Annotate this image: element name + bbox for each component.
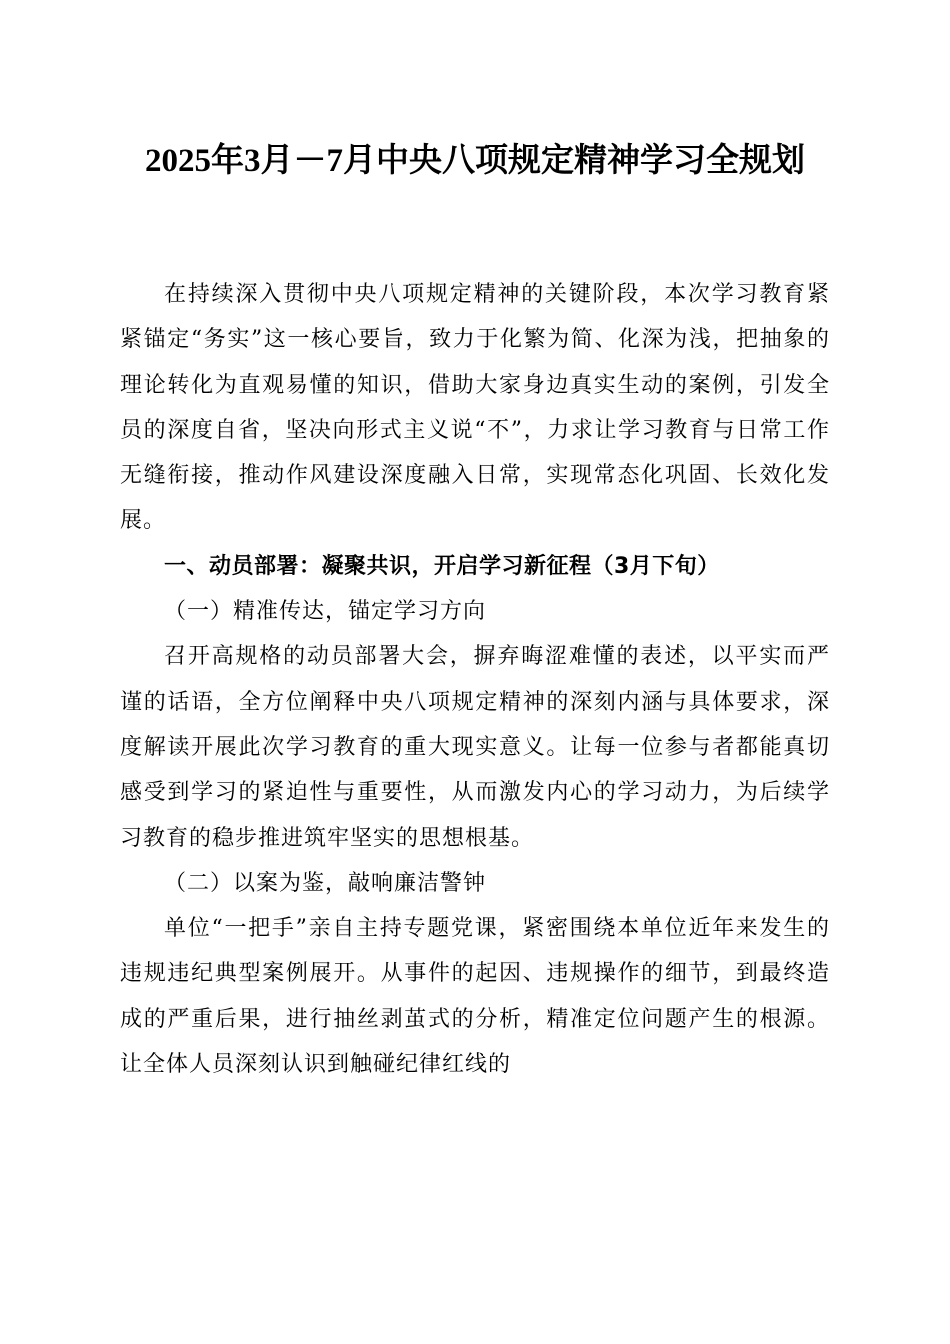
document-title: 2025年3月－7月中央八项规定精神学习全规划 (145, 143, 805, 179)
document-body (120, 272, 830, 1087)
intro-paragraph: 在持续深入贯彻中央八项规定精神的关键阶段，本次学习教育紧紧锚定“务实”这一核心要旨，致力于化繁为简、化深为浅，把抽象的理论转化为直观易懂的知识，借助大家身边真实生动的案例，引发全员的深度自省，坚决向形式主义说“不”，力求让学习教育与日常工作无缝衔接，推动作风建设深度融入日常，实现常态化巩固、长效化发展。 (120, 282, 830, 534)
subsection-heading-2: （二）以案为鉴，敲响廉洁警钟 (164, 870, 487, 896)
subsection-heading-1: （一）精准传达，锚定学习方向 (164, 599, 487, 625)
subsection-paragraph-1: 召开高规格的动员部署大会，摒弃晦涩难懂的表述，以平实而严谨的话语，全方位阐释中央八项规定精神的深刻内涵与具体要求，深度解读开展此次学习教育的重大现实意义。让每一位参与者都能真切感受到学习的紧迫性与重要性，从而激发内心的学习动力，为后续学习教育的稳步推进筑牢坚实的思想根基。 (120, 644, 830, 851)
section-heading-1: 一、动员部署：凝聚共识，开启学习新征程（3月下旬） (164, 553, 720, 579)
subsection-paragraph-2: 单位“一把手”亲自主持专题党课，紧密围绕本单位近年来发生的违规违纪典型案例展开。从事件的起因、违规操作的细节，到最终造成的严重后果，进行抽丝剥茧式的分析，精准定位问题产生的根源。让全体人员深刻认识到触碰纪律红线的 (120, 916, 830, 1078)
